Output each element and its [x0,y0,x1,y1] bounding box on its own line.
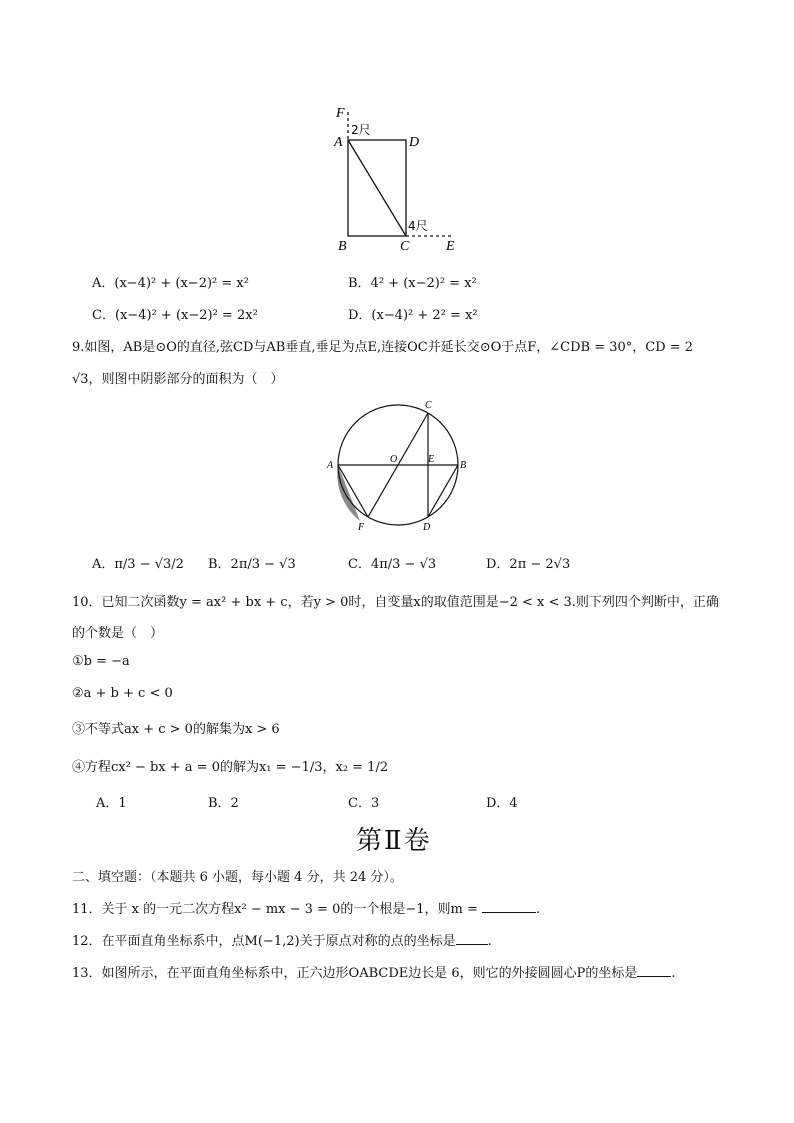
label-f: F [358,522,365,533]
q10-text-line2: 的个数是（ ） [72,626,164,641]
label-a: A [327,460,334,471]
section-heading: 二、填空题：（本题共 6 小题，每小题 4 分，共 24 分）。 [72,870,403,885]
q12 [72,930,492,949]
q9-option-d: D．2π − 2√3 [486,557,571,572]
q10-option-a: A．1 [96,796,127,811]
length-top: 2尺 [351,123,371,137]
q9-option-a: A．π/3 − √3/2 [92,557,184,572]
q8-option-a: A．(x−4)² + (x−2)² = x² [92,276,249,291]
q10-statement-4: ④方程cx² − bx + a = 0的解为x₁ = −1/3，x₂ = 1/2 [72,760,389,775]
q13-text: 13．如图所示，在平面直角坐标系中，正六边形OABCDE边长是 6，则它的外接圆圆心P的坐标是 [72,966,638,981]
circle-figure [322,394,472,536]
q9-text-line1: 9.如图，AB是⊙O的直径,弦CD与AB垂直,垂足为点E,连接OC并延长交⊙O于点F，∠CDB = 30°，CD = 2 [72,340,694,355]
q10-option-c: C．3 [348,796,380,811]
q11-end: . [536,902,541,917]
label-o: O [390,454,398,465]
q13-end: . [671,966,676,981]
q9-option-c: C．4π/3 − √3 [348,557,437,572]
label-e: E [428,454,435,465]
label-a: A [334,135,343,150]
label-c: C [425,400,432,411]
label-b: B [338,239,347,254]
q9-text-line2: √3，则图中阴影部分的面积为（ ） [72,372,284,387]
label-e: E [446,239,455,254]
q13 [72,962,676,981]
label-b: B [460,460,467,471]
q11-answer-blank[interactable] [482,900,536,913]
part-title: 第Ⅱ卷 [356,826,432,856]
label-c: C [400,239,410,254]
length-bottom: 4尺 [408,219,428,233]
q11-text: 11．关于 x 的一元二次方程x² − mx − 3 = 0的一个根是−1，则m = [72,902,483,917]
shaded-segment [337,465,360,521]
q8-option-b: B．4² + (x−2)² = x² [348,276,477,291]
q9-option-b: B．2π/3 − √3 [208,557,296,572]
q10-statement-3: ③不等式ax + c > 0的解集为x > 6 [72,722,280,737]
q10-option-d: D．4 [486,796,518,811]
q12-answer-blank[interactable] [456,932,488,945]
diagonal-ac [348,140,406,236]
rectangle-figure [330,100,470,260]
q13-answer-blank[interactable] [637,964,671,977]
q10-statement-2: ②a + b + c < 0 [72,686,173,701]
label-f: F [336,106,345,121]
q12-text: 12．在平面直角坐标系中，点M(−1,2)关于原点对称的点的坐标是 [72,934,456,949]
q10-text-line1: 10．已知二次函数y = ax² + bx + c，若y > 0时，自变量x的取值范围是−2 < x < 3.则下列四个判断中，正确 [72,595,719,610]
q12-end: . [487,934,492,949]
line-db [428,465,458,517]
q10-statement-1: ①b = −a [72,654,130,669]
q8-option-c: C．(x−4)² + (x−2)² = 2x² [92,308,258,323]
q10-option-b: B．2 [208,796,239,811]
label-d: D [423,522,431,533]
label-d: D [409,135,420,150]
q8-option-d: D．(x−4)² + 2² = x² [348,308,478,323]
q11 [72,898,540,917]
